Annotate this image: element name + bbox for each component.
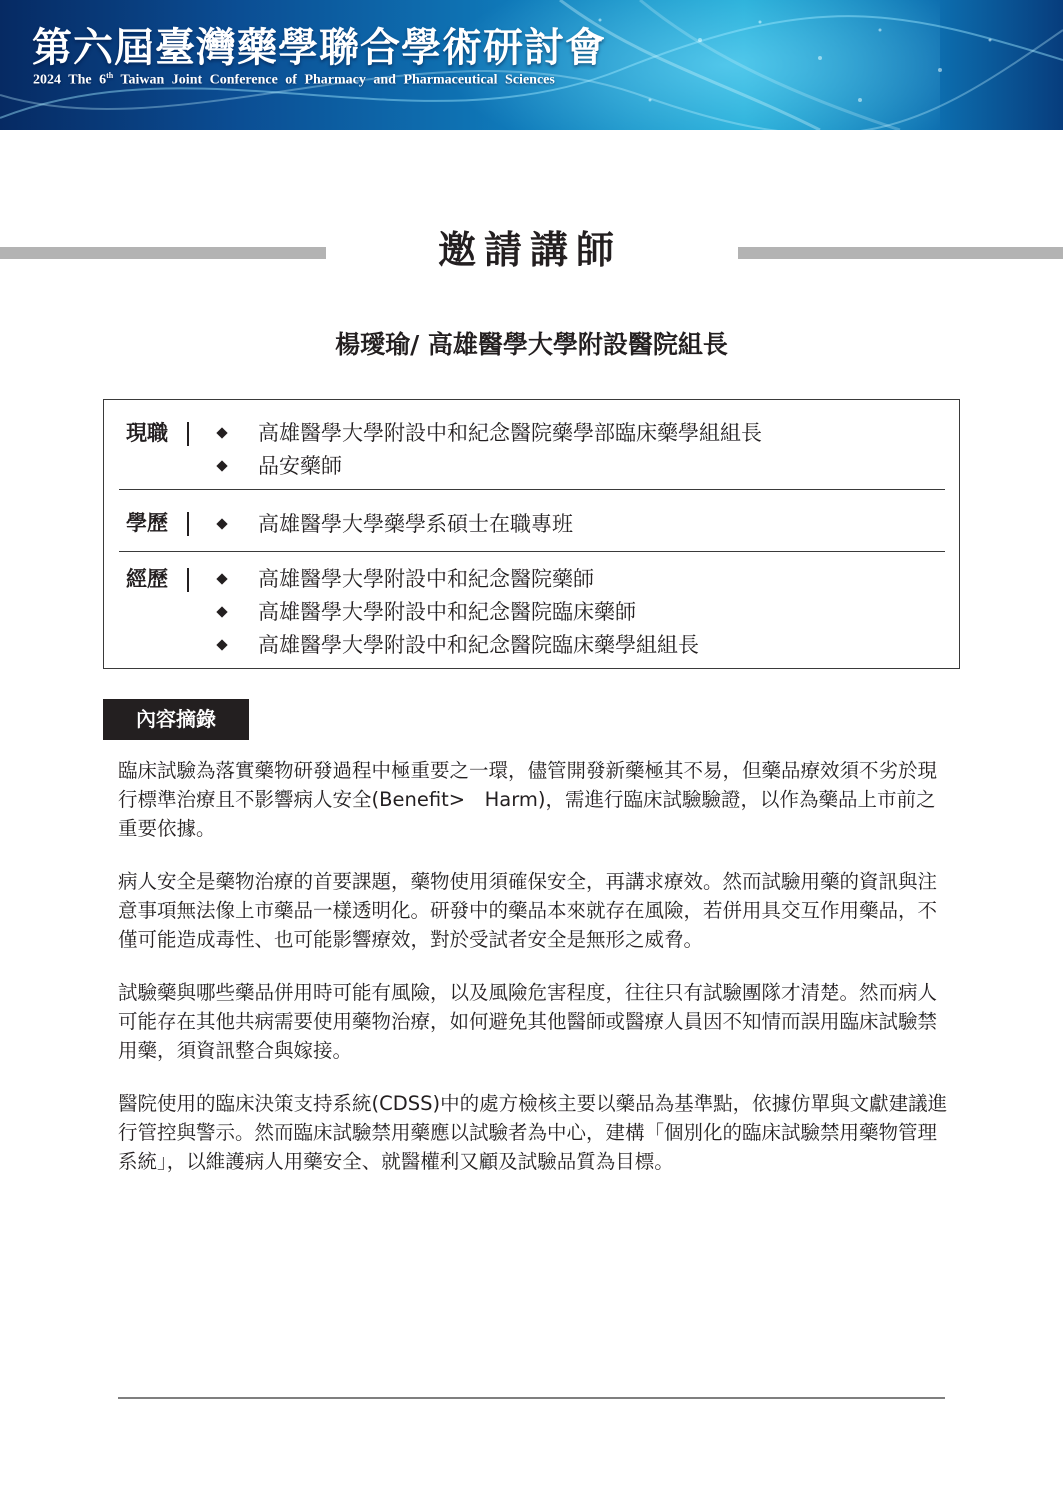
label-divider [187,512,189,536]
list-item-text: 高雄醫學大學附設中和紀念醫院藥學部臨床藥學組組長 [258,421,762,445]
abstract-paragraph: 醫院使用的臨床決策支持系統(CDSS)中的處方檢核主要以藥品為基準點，依據仿單與文獻建議進行管控與警示。然而臨床試驗禁用藥應以試驗者為中心，建構「個別化的臨床試驗禁用藥物管理系統」，以維護病人用藥安全、就醫權利又顧及試驗品質為目標。 [118,1092,948,1173]
conference-banner [0,0,1063,130]
list-item-text: 高雄醫學大學附設中和紀念醫院臨床藥師 [258,600,636,624]
footer-rule [118,1397,945,1399]
abstract-paragraph: 試驗藥與哪些藥品併用時可能有風險，以及風險危害程度，往往只有試驗團隊才清楚。然而病人可能存在其他共病需要使用藥物治療，如何避免其他醫師或醫療人員因不知情而誤用臨床試驗禁用藥，須資訊整合與嫁接。 [118,981,938,1062]
abstract-body [118,756,953,1200]
heading-rule-left [0,247,326,259]
list-item-text: 高雄醫學大學藥學系碩士在職專班 [258,512,573,536]
diamond-bullet-icon [216,573,227,584]
abstract-paragraph: 病人安全是藥物治療的首要課題，藥物使用須確保安全，再講求療效。然而試驗用藥的資訊與注意事項無法像上市藥品一樣透明化。研發中的藥品本來就存在風險，若併用具交互作用藥品，不僅可能造成毒性、也可能影響療效，對於受試者安全是無形之威脅。 [118,870,938,951]
conference-subtitle [33,71,555,89]
label-divider [187,568,189,592]
abstract-heading: 內容摘錄 [103,699,249,740]
profile-separator [119,551,945,552]
list-item-text: 高雄醫學大學附設中和紀念醫院臨床藥學組組長 [258,633,699,657]
diamond-bullet-icon [216,518,227,529]
diamond-bullet-icon [216,639,227,650]
diamond-bullet-icon [216,460,227,471]
list-item-text: 高雄醫學大學附設中和紀念醫院藥師 [258,567,594,591]
list-item-text: 品安藥師 [258,454,342,478]
speaker-profile-table [103,399,960,669]
conference-title: 第六屆臺灣藥學聯合學術研討會 [32,24,606,71]
subtitle-ordinal: th [106,71,114,80]
profile-separator [119,489,945,490]
abstract-paragraph: 臨床試驗為落實藥物研發過程中極重要之一環，儘管開發新藥極其不易，但藥品療效須不劣於現行標準治療且不影響病人安全(Benefit> Harm)，需進行臨床試驗驗證，以作為藥品上市前之重要依據。 [118,759,938,840]
profile-label-current: 現職 [126,421,168,445]
page-heading: 邀請講師 [437,228,622,272]
subtitle-year: 2024 The 6 [33,72,107,88]
diamond-bullet-icon [216,606,227,617]
subtitle-text: Taiwan Joint Conference of Pharmacy and Pharmaceutical Sciences [113,72,555,88]
diamond-bullet-icon [216,427,227,438]
profile-label-experience: 經歷 [126,567,168,591]
label-divider [187,422,189,446]
profile-label-education: 學歷 [126,511,168,535]
heading-rule-right [738,247,1063,259]
speaker-name: 楊璦瑜/ 高雄醫學大學附設醫院組長 [335,330,728,359]
